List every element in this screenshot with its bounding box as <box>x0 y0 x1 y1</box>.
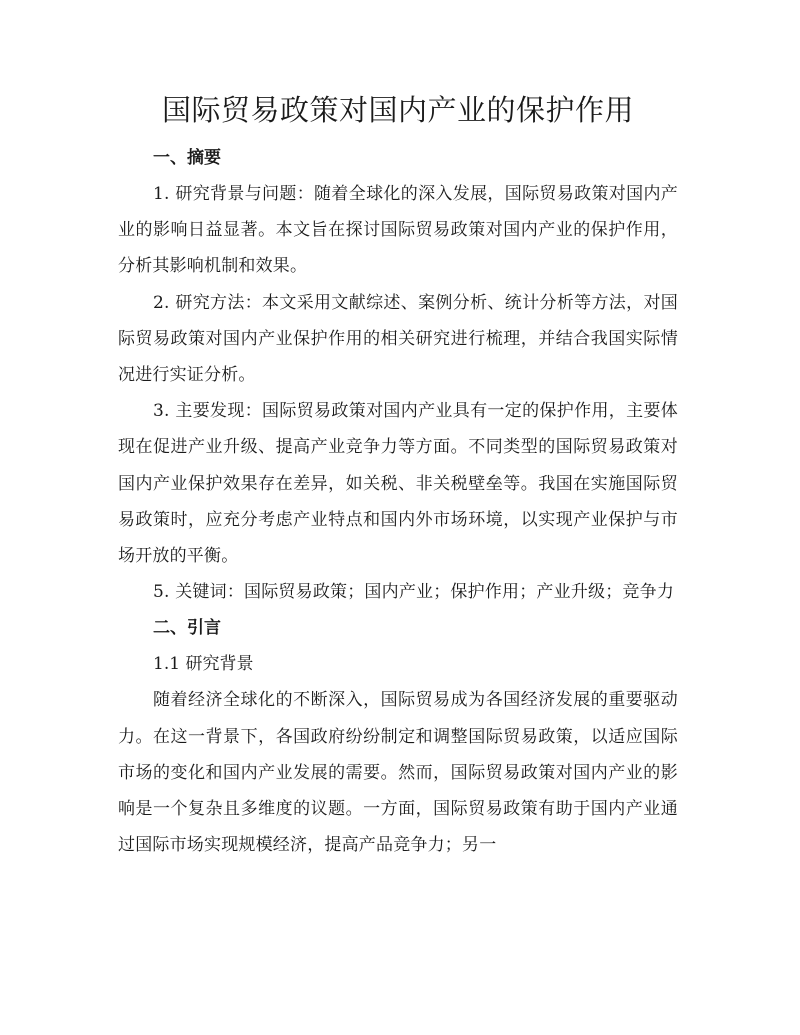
document-title: 国际贸易政策对国内产业的保护作用 <box>161 93 634 127</box>
document-page <box>118 88 678 863</box>
abstract-item-keywords: 5. 关键词：国际贸易政策；国内产业；保护作用；产业升级；竞争力 <box>153 582 675 603</box>
section-heading-abstract: 一、摘要 <box>153 148 221 168</box>
section-heading-introduction: 二、引言 <box>153 618 221 639</box>
abstract-item-findings: 3. 主要发现：国际贸易政策对国内产业具有一定的保护作用，主要体现在促进产业升级、提高产业竞争力等方面。不同类型的国际贸易政策对国内产业保护效果存在差异，如关税、非关税壁垒等。我国在实施国际贸易政策时，应充分考虑产业特点和国内外市场环境，以实现产业保护与市场开放的平衡。 <box>118 401 678 567</box>
introduction-paragraph: 随着经济全球化的不断深入，国际贸易成为各国经济发展的重要驱动力。在这一背景下，各国政府纷纷制定和调整国际贸易政策，以适应国际市场的变化和国内产业发展的需要。然而，国际贸易政策对国内产业的影响是一个复杂且多维度的议题。一方面，国际贸易政策有助于国内产业通过国际市场实现规模经济，提高产品竞争力；另一 <box>118 690 678 856</box>
abstract-item-methods: 2. 研究方法：本文采用文献综述、案例分析、统计分析等方法，对国际贸易政策对国内产业保护作用的相关研究进行梳理，并结合我国实际情况进行实证分析。 <box>118 292 678 386</box>
abstract-item-background: 1. 研究背景与问题：随着全球化的深入发展，国际贸易政策对国内产业的影响日益显著。本文旨在探讨国际贸易政策对国内产业的保护作用，分析其影响机制和效果。 <box>118 184 678 277</box>
subsection-heading-background: 1.1 研究背景 <box>153 654 254 675</box>
